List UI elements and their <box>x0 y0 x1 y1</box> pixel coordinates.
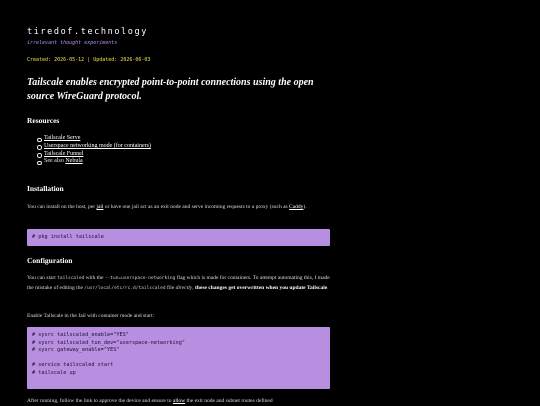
after-running-paragraph: After running, follow the link to approve the device and ensure to allow the exit node and subnet routes defined <box>27 398 273 404</box>
resource-item <box>37 151 151 159</box>
install-code-block[interactable]: # pkg install tailscale <box>27 229 330 246</box>
resource-link-nebula[interactable]: Nebula <box>65 158 83 165</box>
code-line <box>32 355 325 363</box>
warning-text: these changes get overwritten when you update Tailscale <box>195 284 328 291</box>
caddy-link[interactable]: Caddy <box>289 204 304 210</box>
configuration-heading: Configuration <box>27 256 73 265</box>
code-line: # sysrc tailscaled_enable="YES" <box>32 332 129 338</box>
inline-code: --tun=userspace-networking <box>104 276 176 281</box>
code-line: # sysrc gateway_enable="YES" <box>32 347 120 354</box>
inline-code: tailscaled <box>57 276 85 281</box>
article-lede: Tailscale enables encrypted point-to-point connections using the open source WireGuard protocol. <box>27 77 314 102</box>
enable-paragraph: Enable Tailscale in the Jail with container mode and start: <box>27 313 155 319</box>
article-page <box>27 27 332 404</box>
config-code-block[interactable] <box>27 327 330 389</box>
article-dates: Created: 2026-05-12 | Updated: 2026-06-03 <box>27 57 151 63</box>
resource-link-userspace-networking[interactable]: Userspace networking mode (for containers) <box>44 142 151 149</box>
resource-item <box>37 135 151 143</box>
resource-prefix: See also <box>44 158 66 165</box>
code-line: # tailscale up <box>32 369 76 376</box>
installation-heading: Installation <box>27 184 64 193</box>
resources-list <box>37 135 151 166</box>
configuration-paragraph: You can start tailscaled with the --tun=userspace-networking flag which is made for containers. To attempt automating this, I made the mistake of editing the /usr/local/etc/rc.d/tailscaled file directly, these changes get overwritten when you update Tailscale. <box>27 275 330 291</box>
resource-item <box>37 158 151 166</box>
inline-code: /usr/local/etc/rc.d/tailscaled <box>84 285 166 291</box>
resource-link-tailscale-funnel[interactable]: Tailscale Funnel <box>44 150 84 157</box>
code-line: # sysrc tailscaled_tun_dev="userspace-networking" <box>32 339 186 346</box>
resource-item <box>37 143 151 151</box>
installation-paragraph: You can install on the host, per jail or have one jail act as an exit node and serve incoming requests to a proxy (such as Caddy). <box>27 204 307 210</box>
code-line: # service tailscaled start <box>32 362 114 369</box>
jail-link[interactable]: jail <box>96 204 104 210</box>
allow-link[interactable]: allow <box>172 398 186 404</box>
resource-link-tailscale-serve[interactable]: Tailscale Serve <box>44 135 81 141</box>
resources-heading: Resources <box>27 116 60 125</box>
site-subtitle: irrelevant thought experiments <box>27 40 118 46</box>
site-title[interactable]: tiredof.technology <box>27 27 148 37</box>
